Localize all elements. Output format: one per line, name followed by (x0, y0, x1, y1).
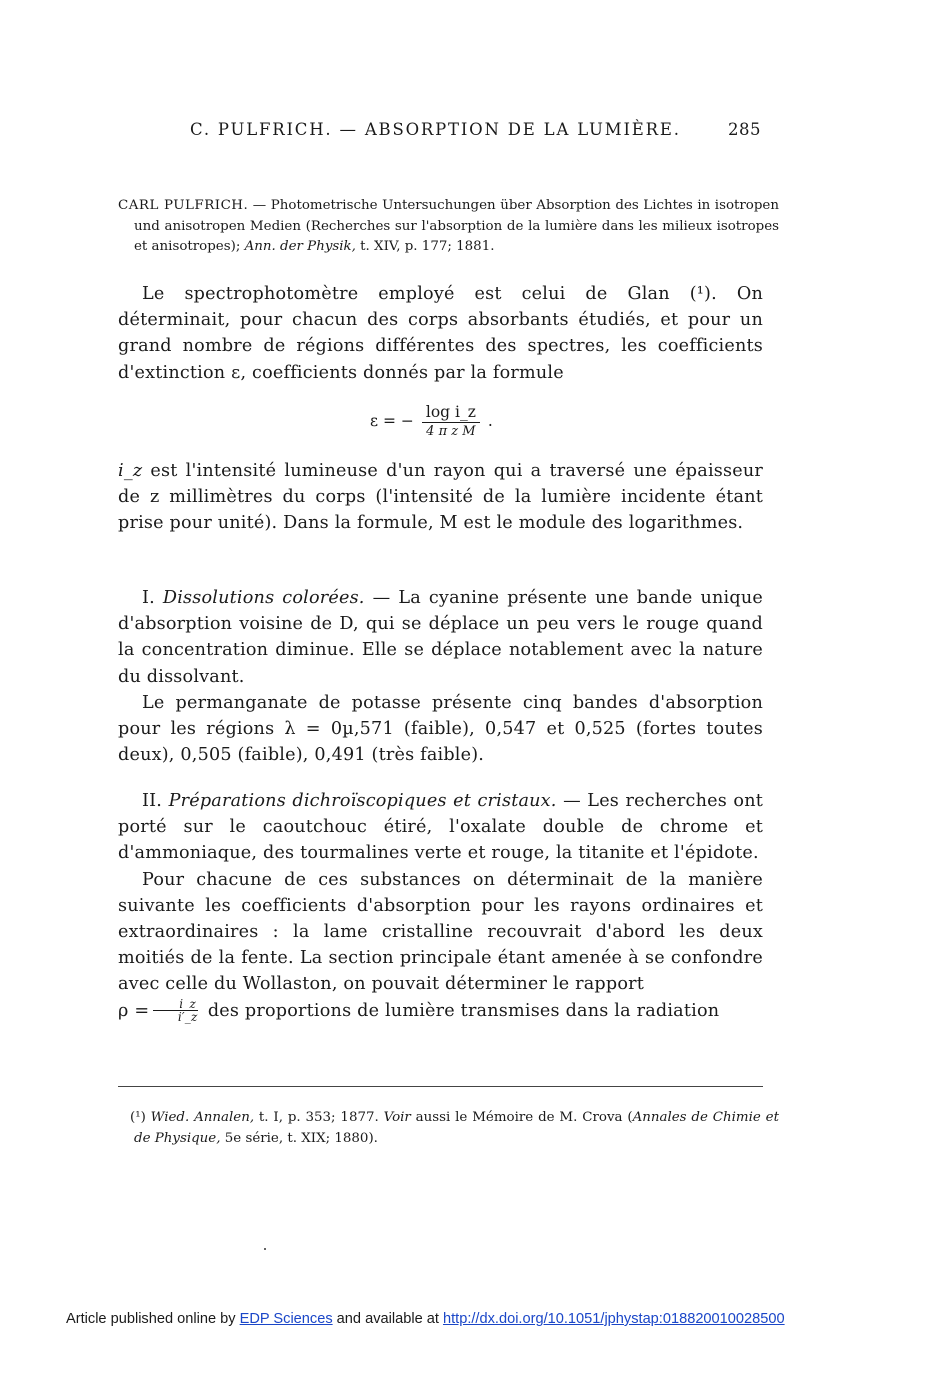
formula-numerator: log i_z (422, 403, 480, 423)
footnote-text-3: 5e série, t. XIX; 1880). (220, 1130, 378, 1146)
page-number: 285 (728, 120, 761, 139)
rho-symbol: ρ = (118, 1000, 150, 1021)
formula-fraction (422, 403, 480, 439)
method-text-end: des proportions de lumière transmises dans la radiation (202, 1000, 720, 1021)
footnote-divider (118, 1086, 763, 1087)
section-1-body: — La cyanine présente une bande unique d'absorption voisine de D, qui se déplace un peu vers le rouge quand la concentration diminue. Elle se déplace notablement avec la nature du dissolvant. (118, 588, 763, 687)
formula-denominator: 4 π z M (426, 424, 476, 439)
publisher-footer (66, 1311, 866, 1327)
abstract-author: CARL PULFRICH. (118, 198, 249, 213)
paragraph-1-text: Le spectrophotomètre employé est celui de Glan (¹). On déterminait, pour chacun des corps absorbants étudiés, et pour un grand nombre de régions différentes des spectres, les coefficients d'extinction ε, coefficients donnés par la formule (118, 284, 763, 383)
section-2 (118, 788, 763, 1024)
running-title: C. PULFRICH. — ABSORPTION DE LA LUMIÈRE. (190, 120, 681, 139)
extinction-formula (370, 398, 493, 444)
paragraph-1 (118, 281, 763, 386)
paragraph-2-body: est l'intensité lumineuse d'un rayon qui a traversé une épaisseur de z millimètres du corps (l'intensité de la lumière incidente étant prise pour unité). Dans la formule, M est le module des logarithmes. (118, 461, 763, 534)
rho-numerator: i_z (153, 998, 198, 1011)
method-text: Pour chacune de ces substances on déterminait de la manière suivante les coefficients d'absorption pour les rayons ordinaires et extraordinaires : la lame cristalline recouvrait d'abord les deux moitiés de la fente. La section principale étant amenée à se confondre avec celle du Wollaston, on pouvait déterminer le rapport (118, 869, 763, 995)
footnote-marker: (¹) (130, 1110, 151, 1125)
section-2-title: Préparations dichroïscopiques et cristaux. (168, 791, 557, 811)
footnote-journal: Annales de Chimie et de Physique, (134, 1110, 779, 1146)
paragraph-2 (118, 458, 763, 537)
section-1-paragraph (118, 585, 763, 690)
abstract-journal: Ann. der Physik, (244, 239, 356, 254)
section-2-body: — Les recherches ont porté sur le caoutchouc étiré, l'oxalate double de chrome et d'ammoniaque, des tourmalines verte et rouge, la titanite et l'épidote. (118, 791, 763, 864)
formula-period: . (487, 412, 493, 430)
footnote-text-2: aussi le Mémoire de M. Crova ( (410, 1110, 633, 1125)
section-1-number: I. (142, 588, 163, 608)
footer-middle: and available at (332, 1311, 443, 1327)
abstract-text: — Photometrische Untersuchungen über Absorption des Lichtes in isotropen und anisotropen Medien (Recherches sur l'absorption de la lumière dans les milieux isotropes et anisotropes); (134, 198, 779, 254)
footnote-voir: Voir (383, 1110, 411, 1125)
method-paragraph (118, 867, 763, 1024)
permanganate-paragraph: Le permanganate de potasse présente cinq bandes d'absorption pour les régions λ = 0µ,571 (faible), 0,547 et 0,525 (fortes toutes deux), 0,505 (faible), 0,491 (très faible). (118, 692, 763, 766)
abstract-citation: t. XIV, p. 177; 1881. (355, 239, 495, 254)
footnote-text-1: t. I, p. 353; 1877. (254, 1110, 384, 1125)
footer-prefix: Article published online by (66, 1311, 240, 1327)
section-1-title: Dissolutions colorées. (162, 588, 365, 608)
paragraph-2-text (118, 458, 763, 537)
doi-link[interactable]: http://dx.doi.org/10.1051/jphystap:018820010028500 (442, 1311, 785, 1327)
section-2-paragraph (118, 788, 763, 867)
intensity-variable: i_z (118, 461, 143, 481)
scan-speck (264, 1248, 266, 1250)
rho-denominator: i′_z (177, 1010, 198, 1025)
footnote-source: Wied. Annalen, (150, 1110, 255, 1125)
section-1 (118, 585, 763, 768)
formula-lhs: ε = − (370, 412, 414, 430)
rho-fraction (153, 998, 198, 1023)
abstract-reference (118, 196, 779, 258)
edp-sciences-link[interactable]: EDP Sciences (239, 1311, 333, 1327)
running-head (118, 120, 763, 144)
section-2-number: II. (142, 791, 169, 811)
footnote (118, 1108, 779, 1149)
